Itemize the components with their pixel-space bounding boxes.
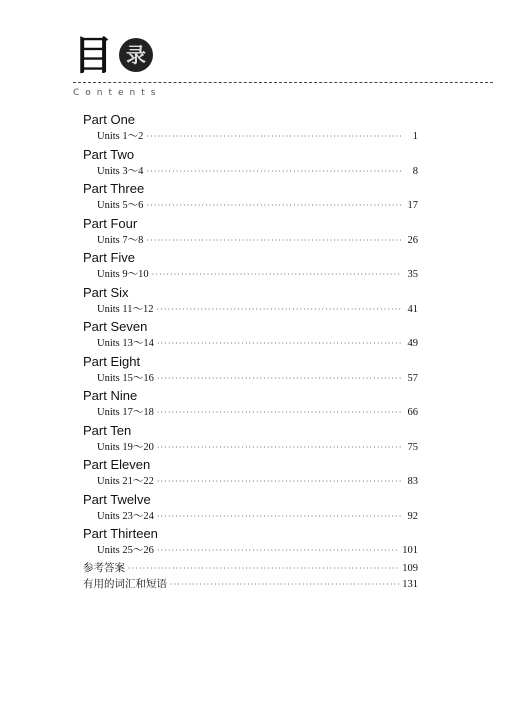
page-number: 131: [402, 579, 418, 590]
dot-leader: [157, 303, 402, 317]
part-title: Part Two: [83, 146, 135, 162]
dot-leader: [128, 562, 399, 576]
part-title: Part One: [83, 112, 136, 127]
units-label: Units 19～20: [97, 441, 154, 453]
dot-leader: [146, 199, 401, 213]
dot-leader: [146, 165, 401, 179]
dot-leader: [152, 268, 401, 282]
units-label: Units 15～16: [97, 372, 154, 384]
toc-entry[interactable]: [83, 510, 418, 527]
page-number: 66: [407, 407, 418, 418]
units-label: Units 11～12: [97, 303, 154, 315]
units-label: Units 13～14: [97, 338, 154, 349]
toc-part: [83, 526, 418, 561]
toc-entry[interactable]: [83, 268, 418, 285]
toc-entry[interactable]: [83, 372, 418, 389]
page-number: 57: [407, 372, 418, 384]
dot-leader: [157, 544, 399, 558]
dot-leader: [157, 441, 401, 455]
toc-entry[interactable]: [83, 337, 418, 354]
contents-subtitle: Contents: [73, 88, 162, 98]
toc-entry[interactable]: [83, 406, 418, 423]
page-number: 8: [412, 165, 418, 177]
units-label: Units 3～4: [97, 165, 144, 177]
part-title: Part Three: [83, 181, 145, 196]
toc-part: [83, 457, 418, 492]
units-label: Units 17～18: [97, 407, 154, 418]
page-number: 75: [407, 441, 418, 453]
part-title: Part Twelve: [83, 491, 151, 507]
toc-part: [83, 250, 418, 285]
part-title: Part Nine: [83, 388, 138, 403]
toc-part: [83, 147, 418, 182]
page-number: 101: [402, 545, 418, 556]
page-number: 109: [402, 562, 418, 574]
toc-entry[interactable]: [83, 303, 418, 320]
toc-entry[interactable]: [83, 544, 418, 561]
dot-leader: [157, 406, 401, 420]
page-number: 92: [407, 510, 418, 522]
units-label: Units 5～6: [97, 200, 144, 211]
part-title: Part Eleven: [83, 457, 151, 472]
toc-entry[interactable]: [83, 165, 418, 182]
dot-leader: [157, 510, 401, 524]
part-title: Part Five: [83, 250, 136, 265]
part-title: Part Thirteen: [83, 526, 158, 541]
toc-part: [83, 181, 418, 216]
part-title: Part Ten: [83, 422, 132, 438]
units-label: Units 9～10: [97, 269, 149, 280]
dot-leader: [157, 475, 401, 489]
toc-part: [83, 112, 418, 147]
title-seal-emblem: 录: [119, 38, 153, 72]
toc-part: [83, 354, 418, 389]
units-label: Units 21～22: [97, 476, 154, 487]
units-label: Units 1～2: [97, 131, 144, 142]
units-label: Units 23～24: [97, 510, 154, 522]
header-divider: [73, 82, 493, 83]
page-title: 目: [73, 32, 113, 79]
dot-leader: [146, 234, 401, 248]
page-number: 41: [407, 303, 418, 315]
toc-header: [73, 34, 493, 104]
units-label: Units 25～26: [97, 545, 154, 556]
toc-part: [83, 216, 418, 251]
toc-entry[interactable]: [83, 475, 418, 492]
part-title: Part Seven: [83, 319, 148, 334]
dot-leader: [170, 578, 399, 592]
toc-part: [83, 285, 418, 320]
toc-entry[interactable]: [83, 234, 418, 251]
part-title: Part Four: [83, 215, 138, 231]
part-title: Part Eight: [83, 353, 141, 369]
extra-label: 有用的词汇和短语: [83, 578, 167, 590]
toc-entry[interactable]: [83, 199, 418, 216]
table-of-contents: [83, 112, 418, 594]
page-number: 35: [407, 269, 418, 280]
toc-entry-answers[interactable]: [83, 561, 418, 578]
toc-part: [83, 388, 418, 423]
units-label: Units 7～8: [97, 234, 144, 246]
page-number: 83: [407, 476, 418, 487]
toc-part: [83, 423, 418, 458]
part-title: Part Six: [83, 284, 129, 300]
page-number: 17: [407, 200, 418, 211]
page-number: 26: [407, 234, 418, 246]
toc-part: [83, 492, 418, 527]
toc-entry-vocabulary[interactable]: [83, 577, 418, 594]
extra-label: 参考答案: [83, 561, 125, 574]
dot-leader: [146, 130, 401, 144]
toc-entry[interactable]: [83, 441, 418, 458]
toc-part: [83, 319, 418, 354]
dot-leader: [157, 337, 401, 351]
toc-entry[interactable]: [83, 130, 418, 147]
dot-leader: [157, 372, 401, 386]
page-number: 49: [407, 338, 418, 349]
page-number: 1: [412, 131, 418, 142]
